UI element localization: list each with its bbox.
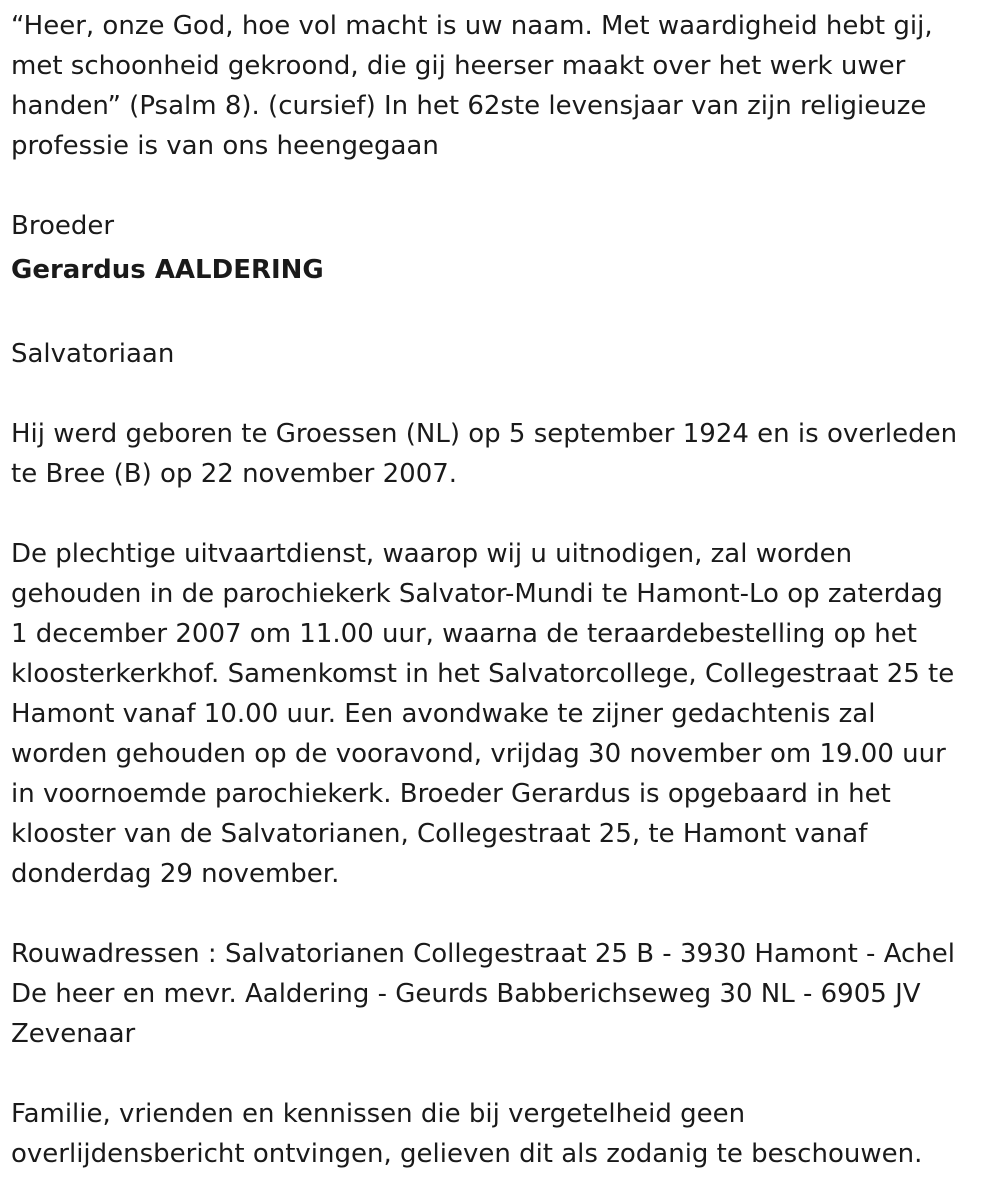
deceased-name: Gerardus AALDERING	[11, 255, 324, 285]
closing-paragraph: Familie, vrienden en kennissen die bij vergetelheid geen overlijdensbericht ontvingen, gelieven dit als zodanig te beschouwen.	[11, 1099, 923, 1169]
spacer	[11, 294, 988, 334]
addresses-paragraph: Rouwadressen : Salvatorianen Collegestraat 25 B - 3930 Hamont - Achel De heer en mevr. Aaldering - Geurds Babberichseweg 30 NL - 6905 JV Zevenaar	[11, 939, 956, 1049]
spacer	[11, 166, 988, 206]
intro-paragraph: “Heer, onze God, hoe vol macht is uw naam. Met waardigheid hebt gij, met schoonheid gekroond, die gij heerser maakt over het werk uwer handen” (Psalm 8). (cursief) In het 62ste levensjaar van zijn religieuze professie is van ons heengegaan	[11, 11, 933, 161]
spacer	[11, 374, 988, 414]
birth-death-paragraph: Hij werd geboren te Groessen (NL) op 5 september 1924 en is overleden te Bree (B) op 22 november 2007.	[11, 419, 958, 489]
order-text: Salvatoriaan	[11, 339, 175, 369]
spacer	[11, 894, 988, 934]
spacer	[11, 494, 988, 534]
title-text: Broeder	[11, 211, 115, 241]
spacer	[11, 1054, 988, 1094]
funeral-paragraph: De plechtige uitvaartdienst, waarop wij u uitnodigen, zal worden gehouden in de parochiekerk Salvator-Mundi te Hamont-Lo op zaterdag 1 december 2007 om 11.00 uur, waarna de teraardebestelling op het kloosterkerkhof. Samenkomst in het Salvatorcollege, Collegestraat 25 te Hamont vanaf 10.00 uur. Een avondwake te zijner gedachtenis zal worden gehouden op de vooravond, vrijdag 30 november om 19.00 uur in voornoemde parochiekerk. Broeder Gerardus is opgebaard in het klooster van de Salvatorianen, Collegestraat 25, te Hamont vanaf donderdag 29 november.	[11, 539, 955, 889]
